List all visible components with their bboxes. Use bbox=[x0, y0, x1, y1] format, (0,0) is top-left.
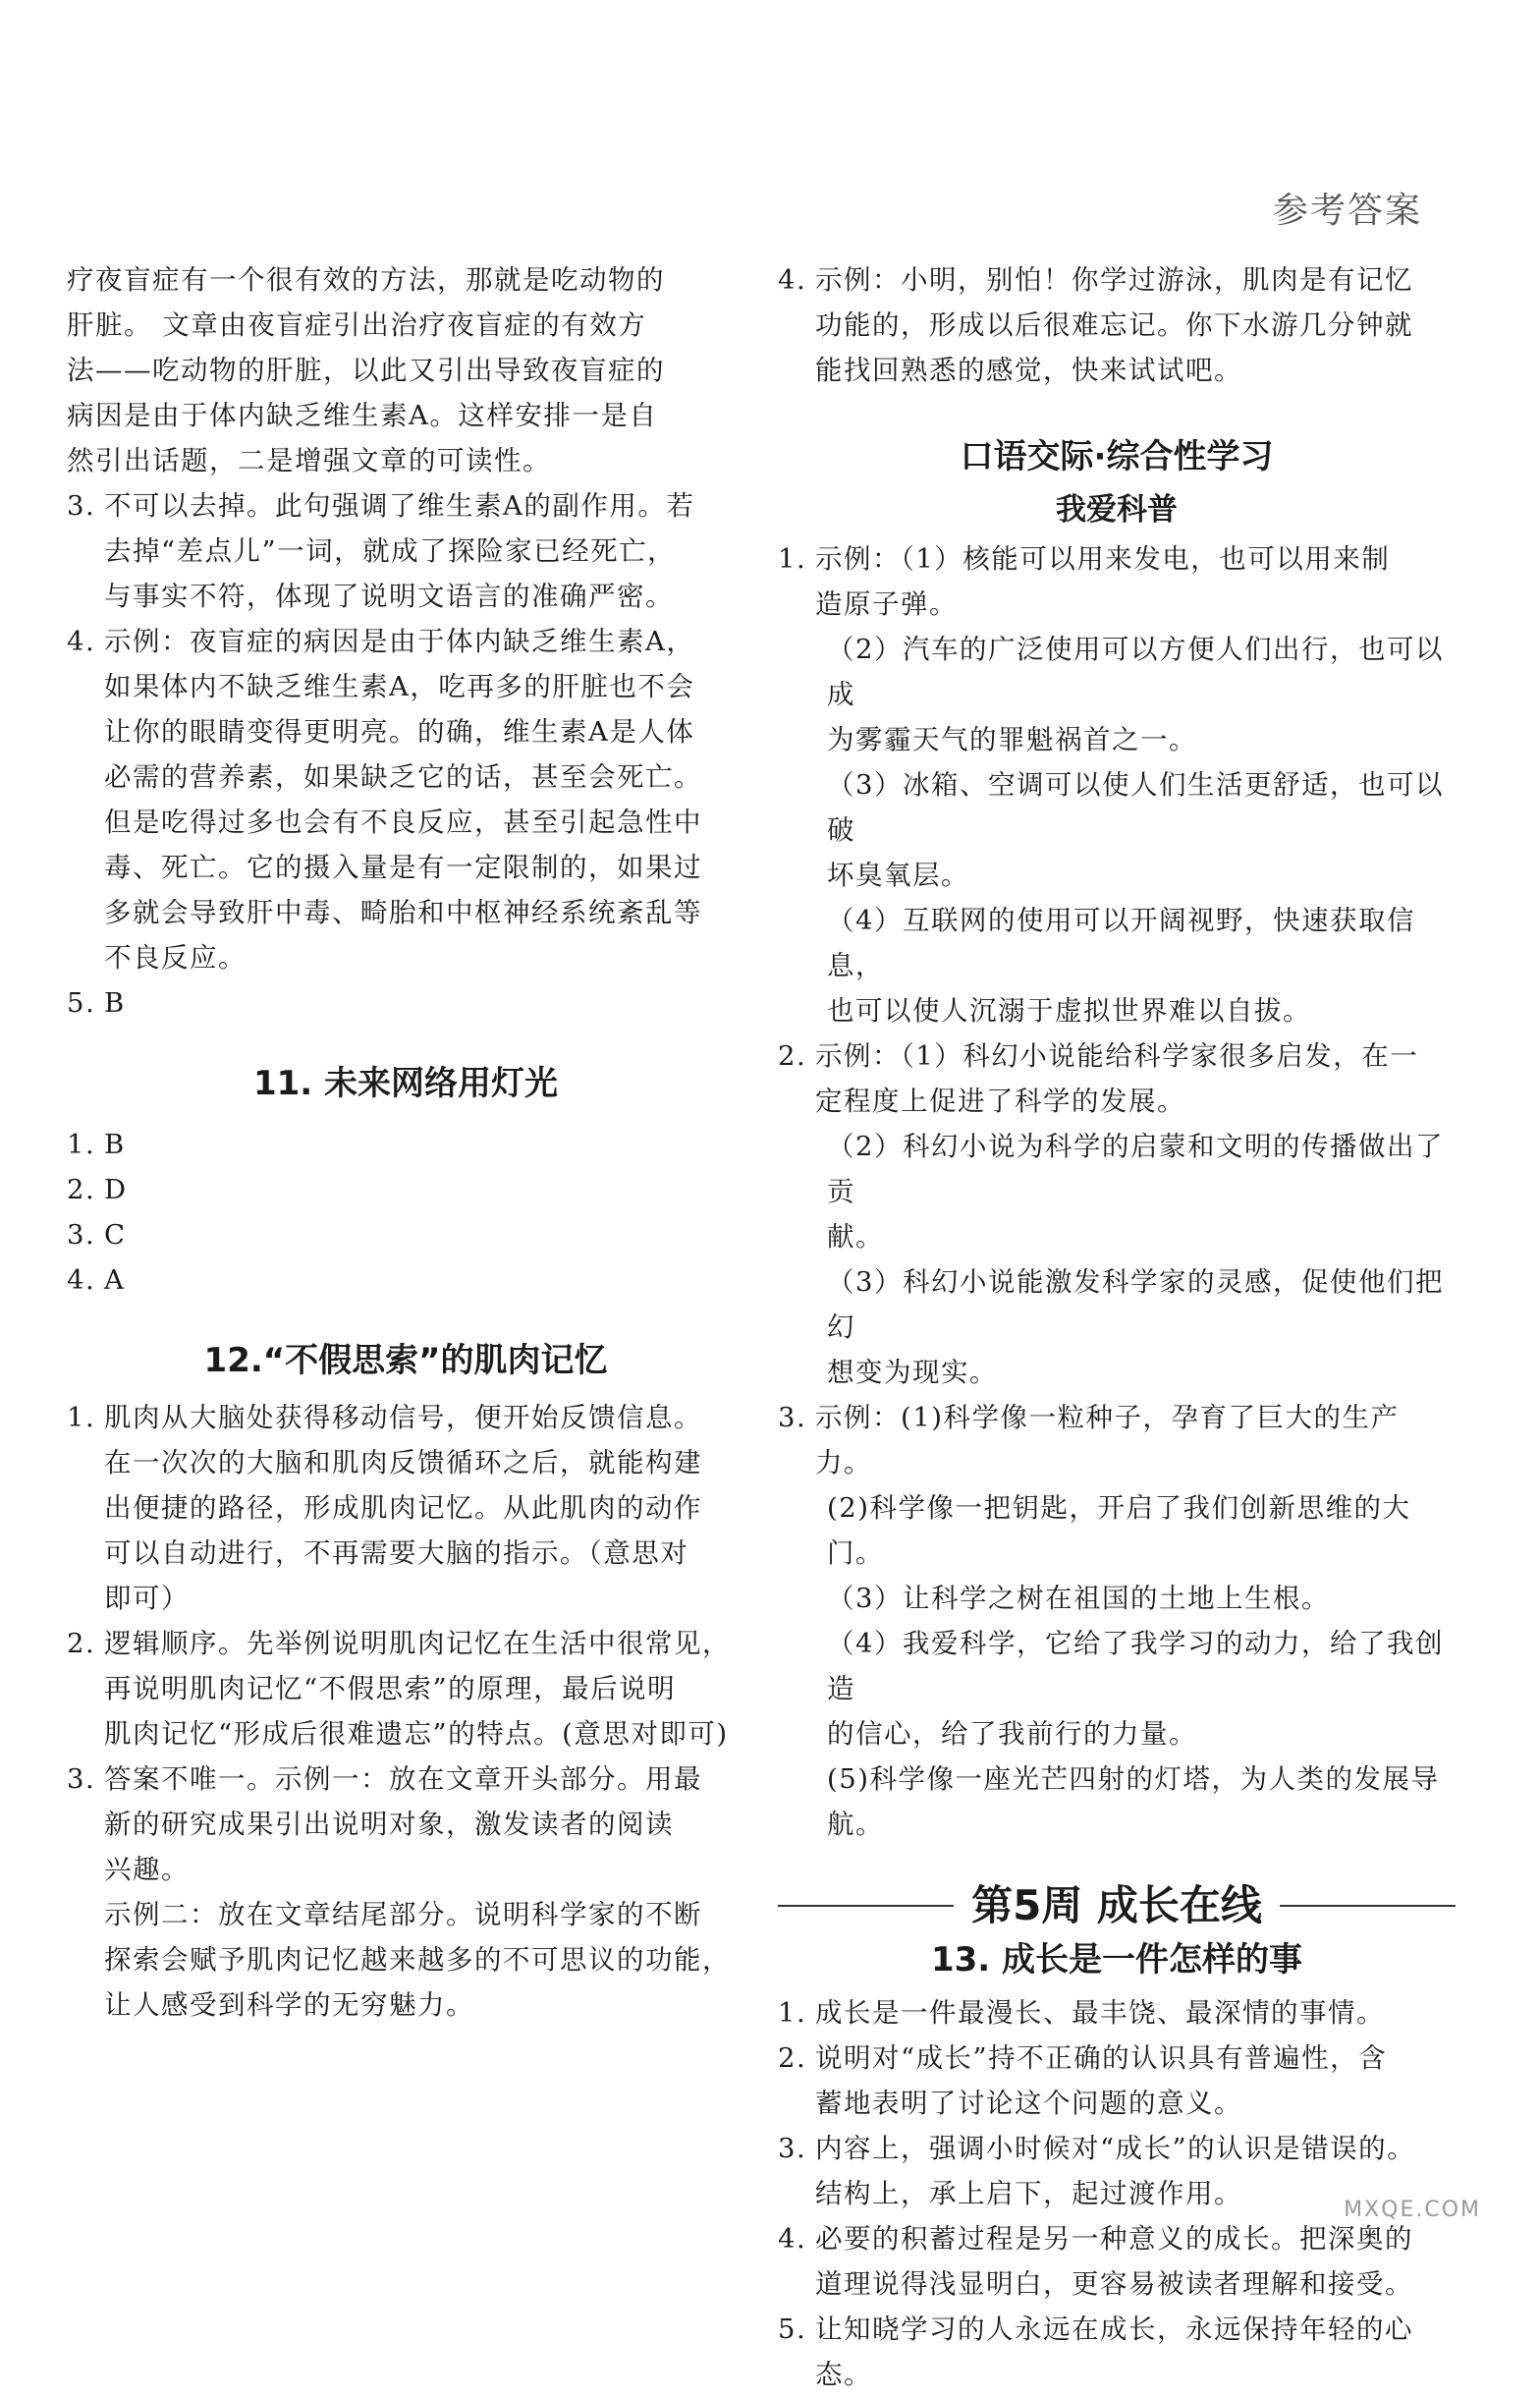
answer-item bbox=[778, 1990, 1456, 2035]
item-text: D bbox=[104, 1174, 128, 1205]
answer-subitem: （2）汽车的广泛使用可以方便人们出行，也可以成 为雾霾天气的罪魁祸首之一。 bbox=[827, 634, 1444, 755]
answer-item bbox=[778, 2307, 1456, 2397]
answer-item bbox=[778, 536, 1456, 627]
item-text: 示例：小明，别怕！你学过游泳，肌肉是有记忆 功能的，形成以后很难忘记。你下水游几分钟就 能找回熟悉的感觉，快来试试吧。 bbox=[815, 264, 1413, 386]
answer-item bbox=[67, 1167, 744, 1212]
item-text: 说明对“成长”持不正确的认识具有普遍性，含 蓄地表明了讨论这个问题的意义。 bbox=[815, 2042, 1388, 2119]
answer-item bbox=[67, 1257, 744, 1303]
item-number: 5. bbox=[67, 987, 96, 1019]
item-number: 2. bbox=[778, 1040, 807, 1072]
item-text: 让知晓学习的人永远在成长，永远保持年轻的心 态。 bbox=[815, 2313, 1413, 2390]
continued-answer-paragraph: 疗夜盲症有一个很有效的方法，那就是吃动物的 肝脏。 文章由夜盲症引出治疗夜盲症的有效方 法——吃动物的肝脏，以此又引出导致夜盲症的 病因是由于体内缺乏维生素A。这样安排一是自 然引出话题，二是增强文章的可读性。 bbox=[67, 264, 665, 476]
item-text: 必要的积蓄过程是另一种意义的成长。把深奥的 道理说得浅显明白，更容易被读者理解和接受。 bbox=[815, 2223, 1413, 2300]
section-13-title: 13. 成长是一件怎样的事 bbox=[930, 1940, 1303, 1979]
answer-subitem: （4）我爱科学，它给了我学习的动力，给了我创造 的信心，给了我前行的力量。 bbox=[827, 1628, 1444, 1750]
item-text: 示例：（1）核能可以用来发电，也可以用来制 造原子弹。 bbox=[815, 543, 1391, 620]
item-text: 不可以去掉。此句强调了维生素A的副作用。若 去掉“差点儿”一词，就成了探险家已经死亡， 与事实不符，体现了说明文语言的准确严密。 bbox=[104, 490, 695, 612]
item-text: 肌肉从大脑处获得移动信号，便开始反馈信息。 在一次次的大脑和肌肉反馈循环之后，就能构建 出便捷的路径，形成肌肉记忆。从此肌肉的动作 可以自动进行，不再需要大脑的指示。（意思对 即可） bbox=[104, 1402, 702, 1614]
answer-subitem: （4）互联网的使用可以开阔视野，快速获取信息， 也可以使人沉溺于虚拟世界难以自拔。 bbox=[827, 905, 1415, 1027]
answer-item bbox=[67, 619, 744, 980]
item-number: 1. bbox=[67, 1129, 96, 1160]
item-text: B bbox=[104, 1129, 126, 1160]
answer-item bbox=[67, 1212, 744, 1257]
section-12-title: 12.“不假思索”的肌肉记忆 bbox=[203, 1341, 608, 1380]
section-11-title: 11. 未来网络用灯光 bbox=[252, 1064, 559, 1103]
item-text: A bbox=[104, 1264, 126, 1296]
oral-communication-title: 口语交际·综合性学习 bbox=[960, 437, 1274, 476]
page-header-label: 参考答案 bbox=[1272, 191, 1422, 231]
item-number: 2. bbox=[67, 1174, 96, 1205]
item-number: 2. bbox=[67, 1628, 96, 1659]
item-number: 2. bbox=[778, 2042, 807, 2074]
item-number: 4. bbox=[778, 264, 807, 296]
item-number: 4. bbox=[778, 2223, 807, 2255]
left-column bbox=[67, 257, 744, 2028]
item-text: 示例：（1）科幻小说能给科学家很多启发，在一 定程度上促进了科学的发展。 bbox=[815, 1040, 1419, 1117]
item-text: 内容上，强调小时候对“成长”的认识是错误的。 结构上，承上启下，起过渡作用。 bbox=[815, 2133, 1416, 2209]
answer-item bbox=[778, 2216, 1456, 2307]
item-text: 成长是一件最漫长、最丰饶、最深情的事情。 bbox=[815, 1997, 1385, 2029]
answer-item bbox=[67, 483, 744, 619]
item-text: C bbox=[104, 1219, 127, 1251]
oral-subtitle: 我爱科普 bbox=[1056, 492, 1178, 528]
banner-rule-left bbox=[778, 1905, 954, 1907]
answer-subitem: (5)科学像一座光芒四射的灯塔，为人类的发展导航。 bbox=[827, 1763, 1440, 1840]
item-text: 示例：夜盲症的病因是由于体内缺乏维生素A， 如果体内不缺乏维生素A，吃再多的肝脏也不会 让你的眼睛变得更明亮。的确，维生素A是人体 必需的营养素，如果缺乏它的话，甚至会死亡。 但是吃得过多也会有不良反应，甚至引起急性中 毒、死亡。它的摄入量是有一定限制的，如果过 多就会导致肝中毒、畸胎和中枢神经系统紊乱等 不良反应。 bbox=[104, 626, 702, 974]
answer-item bbox=[778, 1033, 1456, 1124]
item-text: 逻辑顺序。先举例说明肌肉记忆在生活中很常见， 再说明肌肉记忆“不假思索”的原理，最后说明 肌肉记忆“形成后很难遗忘”的特点。(意思对即可) bbox=[104, 1628, 731, 1750]
item-text: 答案不唯一。示例一：放在文章开头部分。用最 新的研究成果引出说明对象，激发读者的阅读 兴趣。 示例二：放在文章结尾部分。说明科学家的不断 探索会赋予肌肉记忆越来越多的不可思议的功能， 让人感受到科学的无穷魅力。 bbox=[104, 1763, 731, 2021]
right-column bbox=[778, 257, 1456, 2397]
answer-item bbox=[778, 257, 1456, 393]
item-text: B bbox=[104, 987, 126, 1019]
item-number: 3. bbox=[67, 1763, 96, 1795]
item-number: 1. bbox=[778, 1997, 807, 2029]
answer-item bbox=[778, 2035, 1456, 2126]
answer-item bbox=[67, 1122, 744, 1167]
item-number: 4. bbox=[67, 1264, 96, 1296]
answer-item bbox=[67, 1395, 744, 1621]
answer-subitem: （3）科幻小说能激发科学家的灵感，促使他们把幻 想变为现实。 bbox=[827, 1266, 1444, 1388]
item-number: 3. bbox=[67, 1219, 96, 1251]
answer-subitem: （3）让科学之树在祖国的土地上生根。 bbox=[827, 1583, 1330, 1614]
banner-rule-right bbox=[1280, 1905, 1456, 1907]
answer-item bbox=[67, 1756, 744, 2028]
answer-subitem: （2）科幻小说为科学的启蒙和文明的传播做出了贡 献。 bbox=[827, 1131, 1444, 1253]
answer-item bbox=[67, 980, 744, 1026]
answer-subitem: (2)科学像一把钥匙，开启了我们创新思维的大门。 bbox=[827, 1492, 1411, 1569]
item-number: 4. bbox=[67, 626, 96, 657]
item-number: 5. bbox=[778, 2313, 807, 2345]
answer-item bbox=[778, 1395, 1456, 1485]
item-text: 示例：(1)科学像一粒种子，孕育了巨大的生产力。 bbox=[815, 1402, 1400, 1478]
week-banner-text: 第5周 成长在线 bbox=[971, 1881, 1262, 1929]
item-number: 3. bbox=[67, 490, 96, 522]
item-number: 3. bbox=[778, 2133, 807, 2164]
watermark: MXQE.COM bbox=[1344, 2198, 1481, 2222]
week-banner bbox=[778, 1876, 1456, 1935]
item-number: 1. bbox=[67, 1402, 96, 1433]
answer-item bbox=[67, 1621, 744, 1756]
item-number: 1. bbox=[778, 543, 807, 575]
item-number: 3. bbox=[778, 1402, 807, 1433]
answer-subitem: （3）冰箱、空调可以使人们生活更舒适，也可以破 坏臭氧层。 bbox=[827, 769, 1444, 891]
